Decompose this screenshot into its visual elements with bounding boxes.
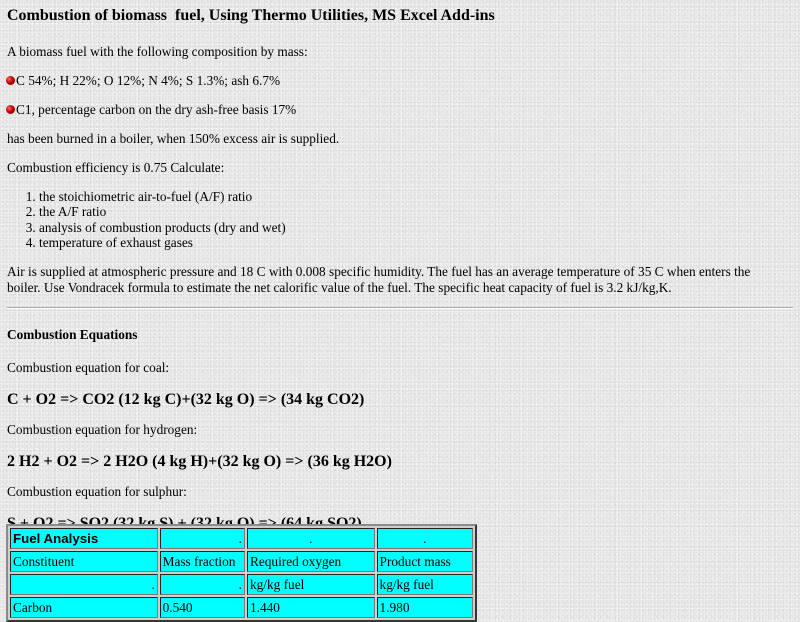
efficiency-text: Combustion efficiency is 0.75 Calculate: bbox=[7, 159, 225, 175]
equation-hydrogen: 2 H2 + O2 => 2 H2O (4 kg H)+(32 kg O) => (36 kg H2O) bbox=[7, 452, 392, 470]
table-row bbox=[10, 528, 473, 549]
fuel-analysis-table bbox=[6, 524, 477, 622]
equation-label-coal: Combustion equation for coal: bbox=[7, 359, 170, 375]
horizontal-divider bbox=[7, 307, 793, 309]
section-heading: Combustion Equations bbox=[7, 326, 138, 342]
required-oxygen-cell: 1.440 bbox=[247, 597, 375, 618]
table-cell: . bbox=[160, 528, 245, 549]
composition-text: C 54%; H 22%; O 12%; N 4%; S 1.3%; ash 6.7% bbox=[16, 72, 281, 88]
table-header-row bbox=[10, 551, 473, 572]
burned-text: has been burned in a boiler, when 150% excess air is supplied. bbox=[7, 130, 340, 146]
table-cell: . bbox=[377, 528, 473, 549]
unit-cell: kg/kg fuel bbox=[247, 574, 375, 595]
table-units-row bbox=[10, 574, 473, 595]
unit-cell: kg/kg fuel bbox=[377, 574, 473, 595]
red-ball-bullet-icon bbox=[6, 76, 15, 85]
equation-label-hydrogen: Combustion equation for hydrogen: bbox=[7, 421, 198, 437]
column-header-product-mass: Product mass bbox=[377, 551, 473, 572]
task-item: 4. temperature of exhaust gases bbox=[39, 235, 793, 251]
page-title: Combustion of biomass fuel, Using Thermo Utilities, MS Excel Add-ins bbox=[7, 7, 495, 24]
task-list bbox=[7, 189, 793, 251]
task-item: 2. the A/F ratio bbox=[39, 204, 793, 220]
red-ball-bullet-icon bbox=[6, 105, 15, 114]
column-header-required-oxygen: Required oxygen bbox=[247, 551, 375, 572]
task-item: 3. analysis of combustion products (dry and wet) bbox=[39, 220, 793, 236]
task-item: 1. the stoichiometric air-to-fuel (A/F) ratio bbox=[39, 189, 793, 205]
column-header-mass-fraction: Mass fraction bbox=[160, 551, 245, 572]
table-row bbox=[10, 597, 473, 618]
carbon-basis-text: C1, percentage carbon on the dry ash-free basis 17% bbox=[16, 101, 297, 117]
table-cell: . bbox=[160, 574, 245, 595]
mass-fraction-cell: 0.540 bbox=[160, 597, 245, 618]
table-cell: . bbox=[10, 574, 158, 595]
composition-bullet bbox=[7, 73, 793, 89]
equation-coal: C + O2 => CO2 (12 kg C)+(32 kg O) => (34 kg CO2) bbox=[7, 390, 365, 408]
product-mass-cell: 1.980 bbox=[377, 597, 473, 618]
column-header-constituent: Constituent bbox=[10, 551, 158, 572]
intro-text: A biomass fuel with the following composition by mass: bbox=[7, 44, 308, 59]
constituent-cell: Carbon bbox=[10, 597, 158, 618]
table-title-cell: Fuel Analysis bbox=[10, 528, 158, 549]
equation-label-sulphur: Combustion equation for sulphur: bbox=[7, 484, 187, 499]
air-conditions-text: Air is supplied at atmospheric pressure and 18 C with 0.008 specific humidity. The fuel has an average temperature of 35 C when enters the boiler. Use Vondracek formula to estimate the net calorific value of the fuel. The specific heat capacity of fuel is 3.2 kJ/kg,K. bbox=[7, 263, 751, 295]
carbon-basis-bullet bbox=[7, 102, 793, 118]
table-cell: . bbox=[247, 528, 375, 549]
